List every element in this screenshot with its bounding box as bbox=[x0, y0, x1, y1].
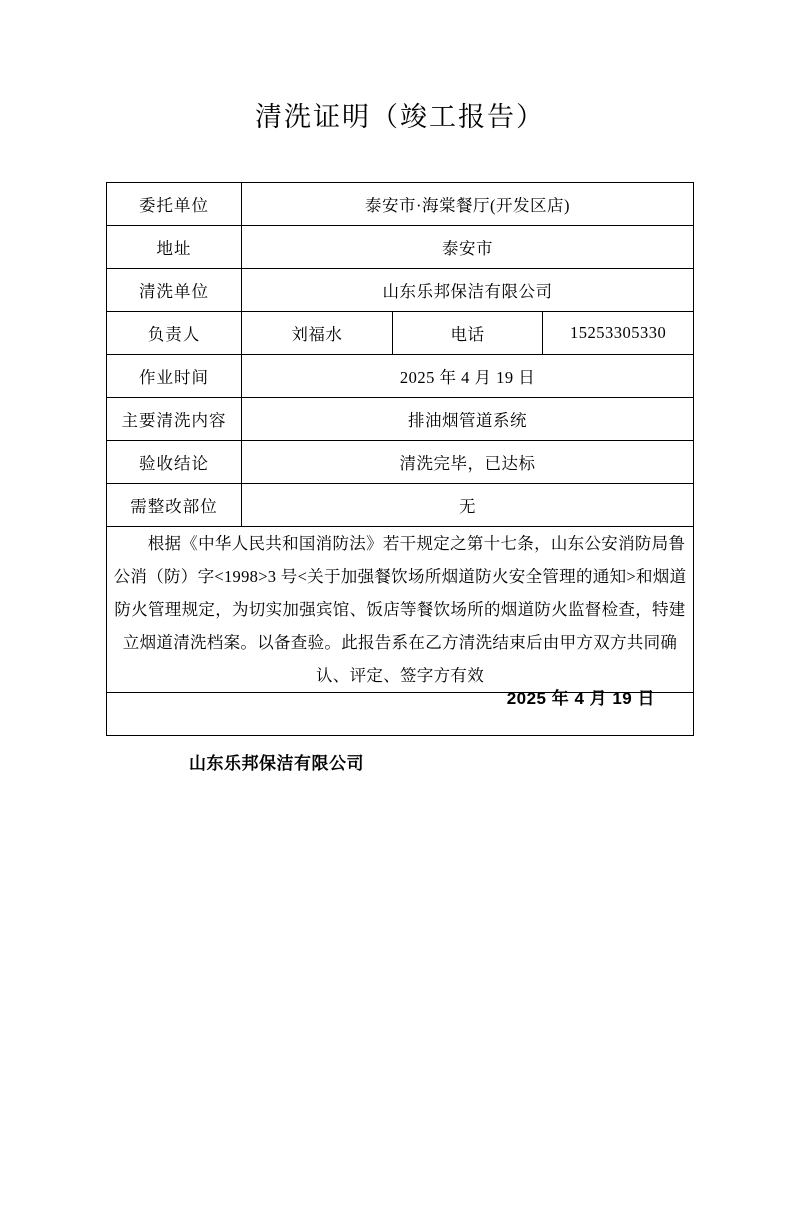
row-value-phone: 15253305330 bbox=[543, 312, 694, 355]
table-row bbox=[107, 398, 694, 441]
row-label-client: 委托单位 bbox=[107, 183, 242, 226]
row-label-rectification-parts: 需整改部位 bbox=[107, 484, 242, 527]
row-value-client: 泰安市·海棠餐厅(开发区店) bbox=[242, 183, 694, 226]
row-label-address: 地址 bbox=[107, 226, 242, 269]
table-row bbox=[107, 441, 694, 484]
cleaning-certificate-table bbox=[106, 182, 694, 773]
row-value-cleaning-company: 山东乐邦保洁有限公司 bbox=[242, 269, 694, 312]
table-row bbox=[107, 693, 694, 736]
row-value-person-in-charge: 刘福水 bbox=[242, 312, 393, 355]
row-label-work-date: 作业时间 bbox=[107, 355, 242, 398]
table-row bbox=[107, 484, 694, 527]
row-value-address: 泰安市 bbox=[242, 226, 694, 269]
signature-block bbox=[107, 689, 694, 773]
row-label-main-content: 主要清洗内容 bbox=[107, 398, 242, 441]
row-label-phone: 电话 bbox=[392, 312, 543, 355]
row-label-person-in-charge: 负责人 bbox=[107, 312, 242, 355]
table-row bbox=[107, 527, 694, 693]
table-row bbox=[107, 183, 694, 226]
regulation-statement bbox=[107, 527, 694, 693]
row-value-rectification-parts: 无 bbox=[242, 484, 694, 527]
statement-text: 根据《中华人民共和国消防法》若干规定之第十七条，山东公安消防局鲁公消（防）字<1998>3 号<关于加强餐饮场所烟道防火安全管理的通知>和烟道防火管理规定，为切实加强宾馆、饭店等餐饮场所的烟道防火监督检查，特建立烟道清洗档案。以备查验。此报告系在乙方清洗结束后由甲方双方共同确认、评定、签字方有效 bbox=[113, 534, 687, 685]
row-value-main-content: 排油烟管道系统 bbox=[242, 398, 694, 441]
row-label-acceptance-conclusion: 验收结论 bbox=[107, 441, 242, 484]
signature-company: 山东乐邦保洁有限公司 bbox=[189, 754, 364, 773]
row-value-work-date: 2025 年 4 月 19 日 bbox=[242, 355, 694, 398]
table-row bbox=[107, 269, 694, 312]
table-row bbox=[107, 226, 694, 269]
page-title: 清洗证明（竣工报告） bbox=[255, 102, 545, 132]
row-value-acceptance-conclusion: 清洗完毕，已达标 bbox=[242, 441, 694, 484]
document-page bbox=[0, 95, 800, 1226]
table-row bbox=[107, 312, 694, 355]
row-label-cleaning-company: 清洗单位 bbox=[107, 269, 242, 312]
signature-date: 2025 年 4 月 19 日 bbox=[506, 689, 655, 708]
table-row bbox=[107, 355, 694, 398]
